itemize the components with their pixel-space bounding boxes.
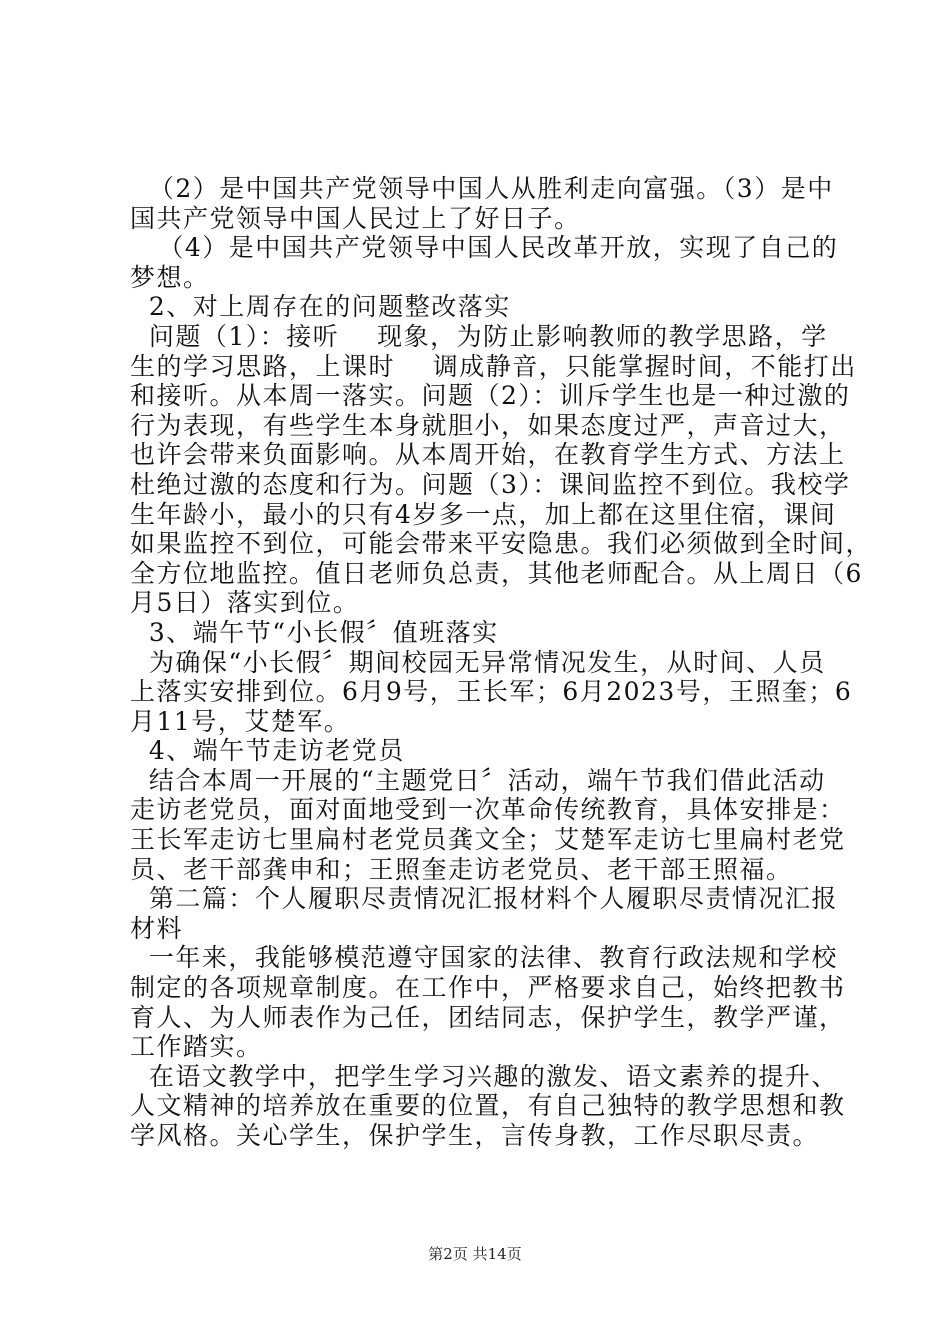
- section-heading: 4、端午节走访老党员: [130, 736, 405, 766]
- page-number-footer: 第2页 共14页: [428, 1245, 522, 1263]
- text-line: 王长军走访七里扁村老党员龚文全；艾楚军走访七里扁村老党: [130, 825, 846, 855]
- text-line: 杜绝过激的态度和行为。问题（3）：课间监控不到位。我校学: [130, 469, 851, 499]
- text-line: （2）是中国共产党领导中国人从胜利走向富强。（3）是中: [130, 174, 834, 203]
- text-line: 也许会带来负面影响。从本周开始，在教育学生方式、方法上: [130, 440, 846, 470]
- section-heading: 3、端午节“小长假〞值班落实: [130, 617, 499, 647]
- text-line: 国共产党领导中国人民过上了好日子。: [130, 203, 581, 233]
- document-body: [130, 174, 873, 1151]
- text-line: 全方位地监控。值日老师负总责，其他老师配合。从上周日（6: [130, 558, 863, 588]
- text-line: 上落实安排到位。6月9号，王长军；6月2023号，王照奎；6: [130, 677, 853, 707]
- text-line: 一年来，我能够模范遵守国家的法律、教育行政法规和学校: [130, 943, 838, 973]
- text-line: （4）是中国共产党领导中国人民改革开放，实现了自己的: [130, 233, 839, 263]
- text-line: 走访老党员，面对面地受到一次革命传统教育，具体安排是：: [130, 795, 846, 825]
- text-line: 生年龄小，最小的只有4岁多一点，加上都在这里住宿，课间: [130, 499, 837, 529]
- text-line: 工作踏实。: [130, 1032, 263, 1062]
- text-line: 第二篇：个人履职尽责情况汇报材料个人履职尽责情况汇报: [130, 884, 838, 914]
- text-line: 月5日）落实到位。: [130, 588, 360, 618]
- text-line: 结合本周一开展的“主题党日〞活动，端午节我们借此活动: [130, 765, 826, 795]
- text-line: 材料: [130, 913, 184, 943]
- text-line: 如果监控不到位，可能会带来平安隐患。我们必须做到全时间，: [130, 529, 873, 559]
- text-line: 行为表现，有些学生本身就胆小，如果态度过严，声音过大，: [130, 410, 846, 440]
- text-line: 和接听。从本周一落实。问题（2）：训斥学生也是一种过激的: [130, 381, 851, 411]
- text-line: 月11号，艾楚军。: [130, 706, 351, 736]
- text-line: 育人、为人师表作为己任，团结同志，保护学生，教学严谨，: [130, 1002, 846, 1032]
- text-line: 人文精神的培养放在重要的位置，有自己独特的教学思想和教: [130, 1091, 846, 1121]
- text-line: 生的学习思路，上课时 调成静音，只能掌握时间，不能打出: [130, 351, 857, 381]
- text-line: 在语文教学中，把学生学习兴趣的激发、语文素养的提升、: [130, 1061, 838, 1091]
- text-line: 为确保“小长假〞期间校园无异常情况发生，从时间、人员: [130, 647, 826, 677]
- section-heading: 2、对上周存在的问题整改落实: [130, 292, 511, 322]
- text-line: 制定的各项规章制度。在工作中，严格要求自己，始终把教书: [130, 973, 846, 1003]
- text-line: 员、老干部龚申和；王照奎走访老党员、老干部王照福。: [130, 854, 793, 884]
- text-line: 问题（1）：接听 现象，为防止影响教师的教学思路，学: [130, 321, 828, 351]
- text-line: 学风格。关心学生，保护学生，言传身教，工作尽职尽责。: [130, 1121, 820, 1150]
- text-line: 梦想。: [130, 262, 210, 292]
